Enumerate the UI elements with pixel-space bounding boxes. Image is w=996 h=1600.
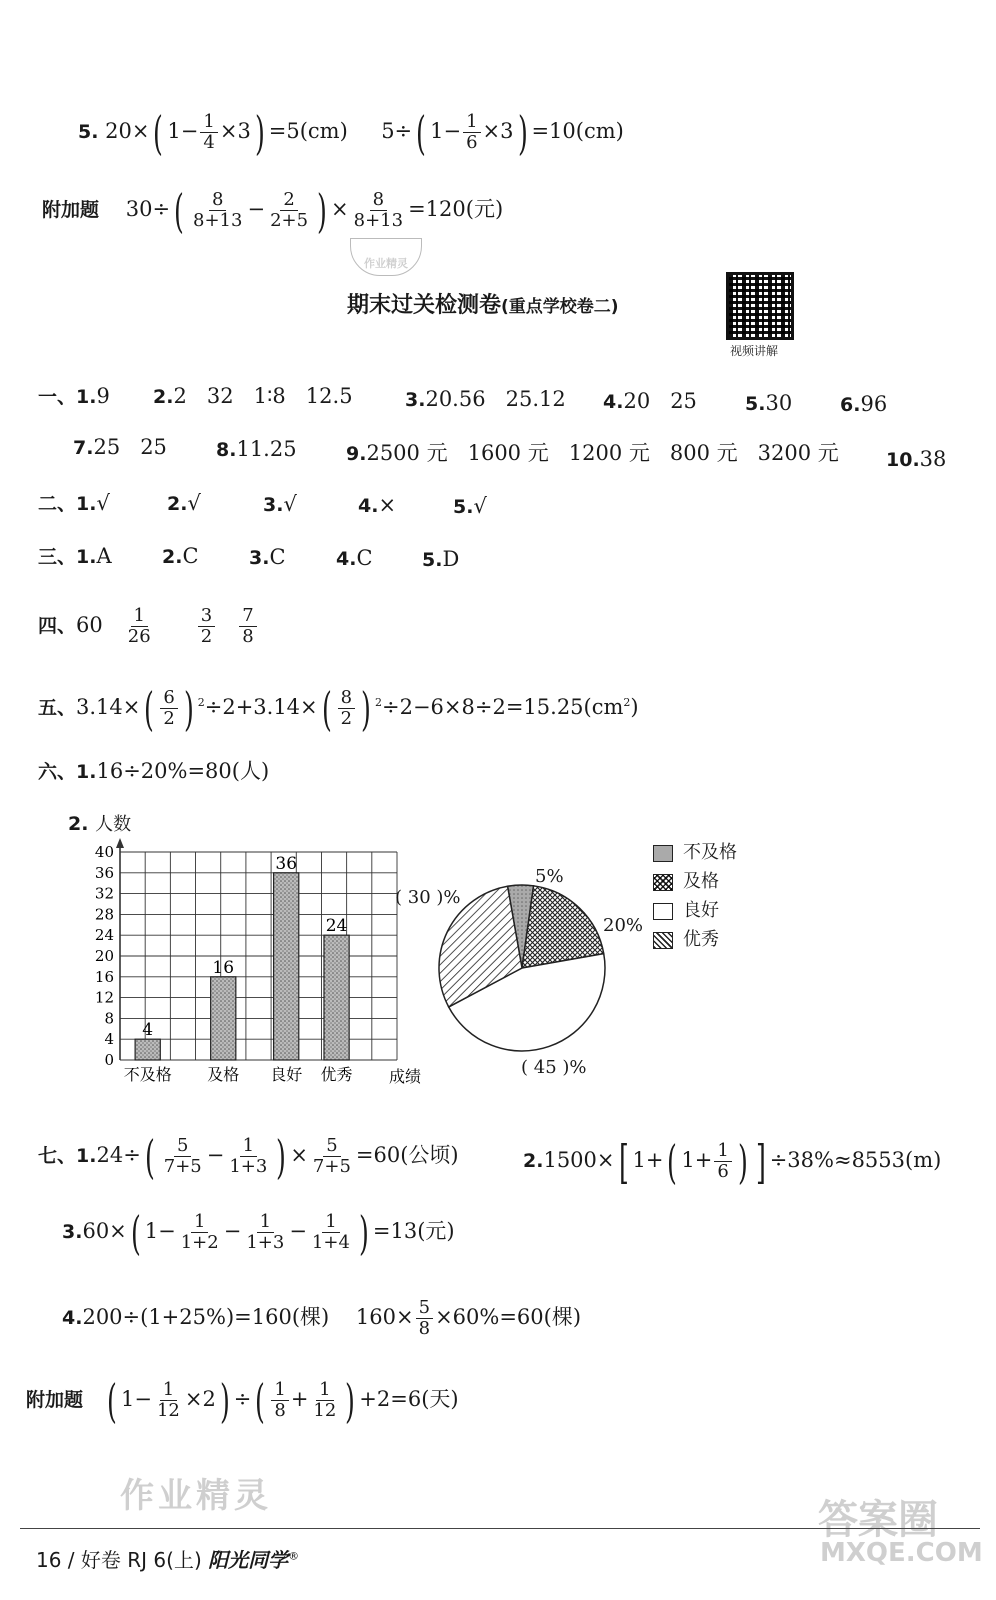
stamp-mark: 作业精灵 [350, 238, 422, 276]
section-title-sub: (重点学校卷二) [501, 297, 619, 317]
footer: 16 / 好卷 RJ 6(上) 阳光同学® [36, 1548, 300, 1572]
legend-item: 优秀 [653, 925, 737, 954]
part1-item: 6.96 [840, 392, 888, 416]
q5-number: 5. [78, 121, 99, 143]
part1-item: 7.25 25 [73, 435, 167, 459]
y-tick-label: 0 [104, 1051, 114, 1069]
y-tick-label: 16 [94, 967, 114, 986]
fraction: $\frac{1}{26}$ [127, 605, 151, 647]
part7-q4: 4.200÷(1+25%)=160(棵) 160× $\frac{5}{8}$ ×60%=60(棵) [62, 1297, 582, 1339]
y-tick-label: 24 [94, 926, 114, 945]
q5-part2-post: ×3 [482, 119, 514, 143]
fraction: $\frac{8}{8+13}$ [353, 189, 404, 231]
part2-item: 5.√ [453, 494, 487, 518]
bar-value-label: 16 [212, 957, 235, 978]
part2-item: 2.√ [167, 491, 201, 515]
pie-label-excellent: ( 30 )% [395, 887, 461, 908]
part1-item: 3.20.56 25.12 [405, 387, 566, 411]
minus: − [247, 197, 266, 221]
fraction: $\frac{1}{6}$ [714, 1141, 731, 1182]
fraction: $\frac{8}{2}$ [338, 688, 355, 729]
extra-question-bottom: 附加题 ( 1− $\frac{1}{12}$ ×2) ÷( $\frac{1}{8}$ + $\frac{1}{12}$ ) +2=6(天) [26, 1373, 459, 1428]
part1-item: 4.20 25 [603, 389, 697, 413]
y-tick-label: 4 [104, 1030, 114, 1049]
fraction: $\frac{5}{8}$ [416, 1298, 433, 1339]
part2-item: 4.× [358, 493, 397, 517]
y-tick-label: 8 [104, 1009, 114, 1028]
extra-result: =120(元) [408, 197, 504, 221]
fraction: $\frac{5}{7+5}$ [163, 1135, 202, 1177]
footer-rule [20, 1528, 980, 1529]
fraction: $\frac{1}{8}$ [271, 1380, 288, 1421]
fraction: $\frac{1}{1+3}$ [229, 1135, 268, 1177]
part7-q3: 3.60×( 1− $\frac{1}{1+2}$ − $\frac{1}{1+3}$ − $\frac{1}{1+4}$ ) =13(元) [62, 1205, 455, 1260]
fraction: $\frac{1}{1+3}$ [246, 1211, 285, 1253]
part5-row: 五、3.14×( $\frac{6}{2}$ ) $^2$÷2+3.14×( $\frac{8}{2}$ ) $^2\div 2-6\times 8\div 2=15.25(cm^2)$ [38, 681, 639, 736]
y-tick-label: 32 [94, 884, 114, 903]
part1-item: 5.30 [745, 391, 793, 415]
extra-pre: 30÷ [125, 197, 171, 221]
bar [135, 1039, 160, 1060]
fraction: $\frac{1}{4}$ [200, 112, 217, 153]
part4-row: 四、60 $\frac{1}{26}$ $\frac{3}{2}$ $\frac{7}{8}$ [38, 606, 259, 647]
fraction: $\frac{1}{12}$ [313, 1379, 337, 1421]
part3-item: 5.D [422, 547, 460, 571]
pie-label-good: ( 45 )% [521, 1057, 587, 1078]
fraction: $\frac{1}{6}$ [463, 112, 480, 153]
q5-part1-one: 1− [167, 119, 199, 143]
watermark-url: MXQE.COM [820, 1538, 983, 1568]
legend-item: 良好 [653, 896, 737, 925]
y-tick-label: 20 [94, 947, 114, 965]
part7-q1: 七、1.24÷( $\frac{5}{7+5}$ − $\frac{1}{1+3}$ ) × $\frac{5}{7+5}$ =60(公顷) [38, 1129, 459, 1184]
bar-value-label: 4 [142, 1020, 154, 1041]
pie-label-fail: 5% [535, 866, 564, 887]
bar-value-label: 24 [325, 916, 348, 937]
part6-q1: 六、1.16÷20%=80(人) [38, 759, 270, 783]
page-number: 16 [36, 1548, 62, 1572]
y-tick-label: 40 [94, 843, 114, 861]
fraction: $\frac{7}{8}$ [239, 606, 256, 647]
x-tick-label: 不及格 [123, 1065, 172, 1084]
fraction: $\frac{8}{8+13}$ [193, 189, 243, 231]
bar-chart [80, 832, 422, 1092]
q5-part1-post: ×3 [219, 119, 251, 143]
part1-item: 2.2 32 1∶8 12.5 [153, 384, 353, 408]
part1-item: 1.9 [76, 384, 110, 408]
legend-item: 及格 [653, 867, 737, 896]
pie-legend [653, 838, 737, 954]
pie-label-pass: 20% [603, 915, 644, 936]
fraction: $\frac{2}{2+5}$ [270, 189, 309, 231]
fraction: $\frac{3}{2}$ [198, 606, 215, 647]
q5-part2-one: 1− [430, 119, 462, 143]
times: × [331, 197, 349, 221]
q5-part2-pre: 5÷ [381, 119, 413, 143]
qr-code-icon[interactable] [726, 272, 794, 340]
part1-label: 一、 [38, 386, 77, 408]
bar [211, 977, 236, 1060]
bar [324, 935, 349, 1060]
part3-item: 3.C [249, 545, 286, 569]
y-tick-label: 12 [94, 988, 114, 1007]
part1-item: 9.2500 元 1600 元 1200 元 800 元 3200 元 [346, 441, 839, 465]
part1-item: 10.38 [886, 447, 947, 471]
part2-row: 二、1.√ [38, 491, 110, 515]
bar-value-label: 36 [275, 853, 298, 874]
part2-item: 3.√ [263, 492, 297, 516]
fraction: $\frac{5}{7+5}$ [312, 1135, 351, 1177]
q5-part1-result: =5(cm) [268, 119, 348, 143]
legend-item: 不及格 [653, 838, 737, 867]
q5-part1-pre: 20× [105, 119, 150, 143]
q5-part2-result: =10(cm) [531, 119, 624, 143]
extra-label: 附加题 [42, 199, 100, 221]
fraction: $\frac{1}{1+4}$ [311, 1211, 350, 1253]
part3-item: 2.C [162, 544, 199, 568]
extra-question-top: 附加题 30÷( $\frac{8}{8+13}$ − $\frac{2}{2+5}$ ) × $\frac{8}{8+13}$ =120(元) [42, 183, 504, 238]
x-tick-label: 优秀 [320, 1065, 353, 1084]
fraction: $\frac{6}{2}$ [160, 688, 177, 729]
book-title: 好卷 RJ 6(上) [80, 1548, 202, 1572]
brand-logo: 阳光同学 [208, 1548, 289, 1572]
section-title-main: 期末过关检测卷 [347, 293, 502, 318]
watermark-site: 答案圈 [818, 1497, 938, 1543]
part6-q2-label: 2. 人数 [68, 813, 132, 835]
y-tick-label: 28 [94, 905, 114, 924]
part7-q2: 2.1500×[ 1+( 1+ $\frac{1}{6}$ ) ] ÷38%≈8553(m) [523, 1134, 942, 1189]
y-tick-label: 36 [94, 863, 114, 882]
part1-item: 8.11.25 [216, 437, 297, 461]
qr-caption: 视频讲解 [730, 344, 779, 358]
x-axis-title: 成绩 [388, 1067, 422, 1086]
fraction: $\frac{1}{1+2}$ [180, 1211, 219, 1253]
q5-top-line: 5. 20×( 1− $\frac{1}{4}$ ×3) =5(cm) 5÷( 1− $\frac{1}{6}$ ×3) =10(cm) [78, 105, 624, 160]
section-title [347, 288, 619, 319]
x-tick-label: 及格 [207, 1065, 240, 1084]
fraction: $\frac{1}{12}$ [156, 1379, 180, 1421]
watermark-stamp: 作业精灵 [120, 1476, 272, 1516]
part3-row: 三、1.A [38, 544, 112, 568]
bar [274, 873, 299, 1060]
x-tick-label: 良好 [270, 1065, 303, 1084]
part3-item: 4.C [336, 546, 373, 570]
